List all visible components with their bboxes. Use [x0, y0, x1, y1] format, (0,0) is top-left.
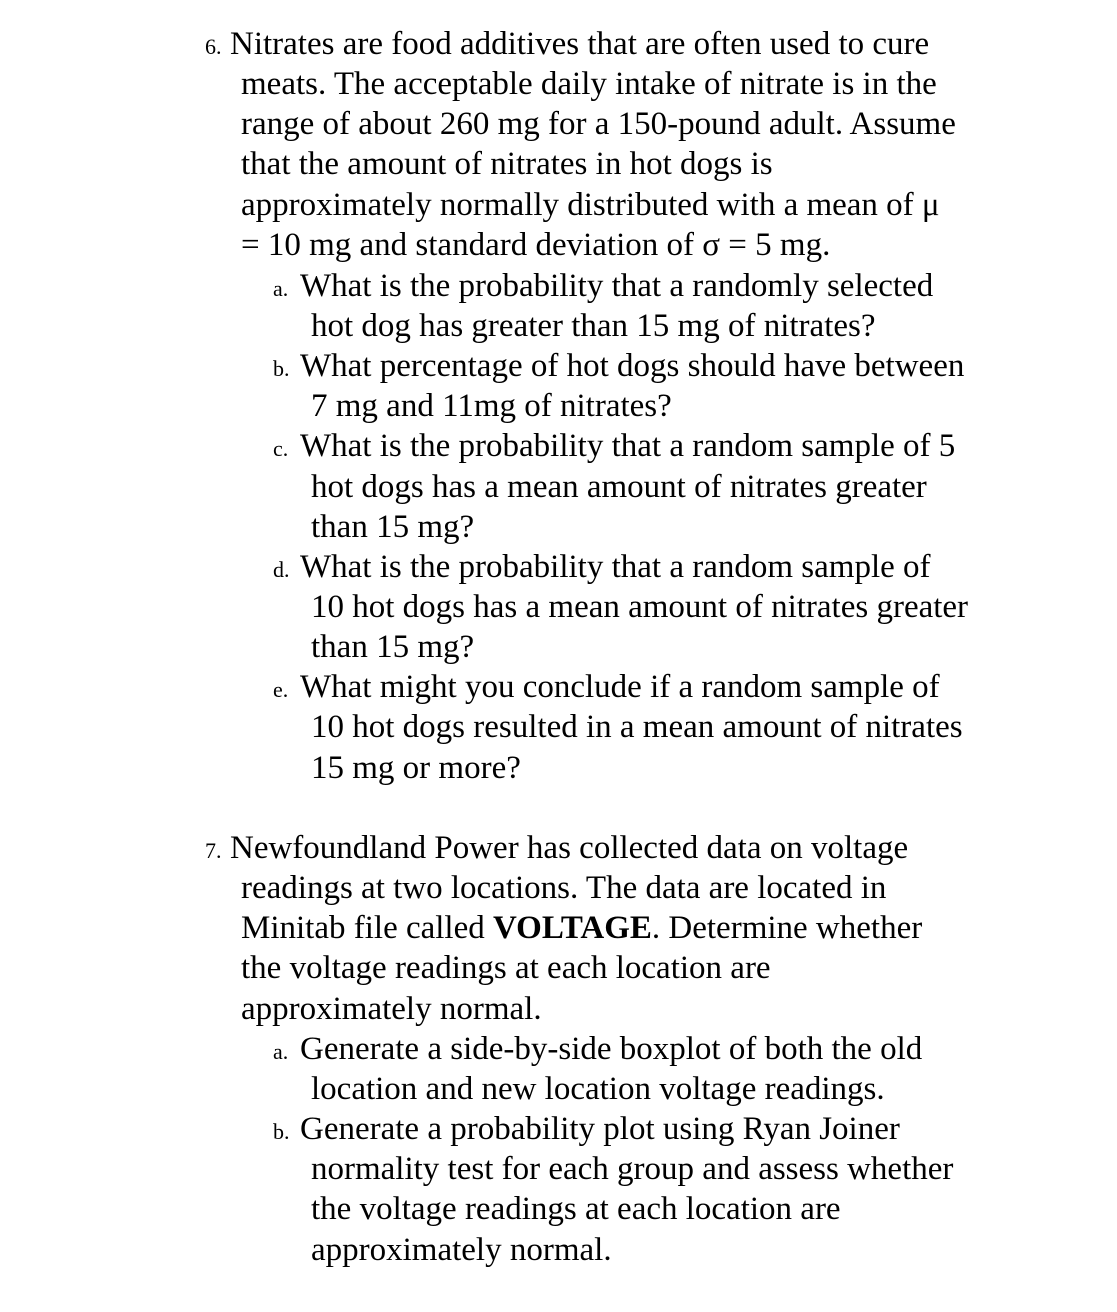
question-text-line-with-filename	[241, 908, 922, 948]
text-fragment: Minitab file called	[241, 910, 485, 946]
subpart-text-line: What might you conclude if a random sample of	[300, 669, 940, 705]
subpart-text-line: approximately normal.	[311, 1232, 612, 1268]
subpart-text-line: What is the probability that a randomly selected	[300, 268, 934, 304]
subpart-text-line: Generate a probability plot using Ryan Joiner	[300, 1111, 900, 1147]
subpart-letter: a.	[273, 1039, 289, 1064]
question-number: 7.	[205, 838, 222, 863]
question-text-line: that the amount of nitrates in hot dogs is	[241, 146, 773, 182]
question-text-line: approximately normal.	[241, 991, 542, 1027]
question-text-line: = 10 mg and standard deviation of σ = 5 mg.	[241, 227, 831, 263]
subpart-text-line: hot dog has greater than 15 mg of nitrates?	[311, 308, 876, 344]
subpart-text-line: normality test for each group and assess whether	[311, 1151, 954, 1187]
subpart-letter: b.	[273, 1119, 290, 1144]
question-text-line: readings at two locations. The data are located in	[241, 870, 887, 906]
subpart-letter: d.	[273, 557, 290, 582]
minitab-filename: VOLTAGE	[493, 910, 652, 946]
subpart-text-line: What is the probability that a random sample of	[300, 549, 931, 585]
question-text-line: Nitrates are food additives that are often used to cure	[230, 26, 930, 62]
subpart-text-line: Generate a side-by-side boxplot of both the old	[300, 1031, 923, 1067]
subpart-text-line: 7 mg and 11mg of nitrates?	[311, 388, 672, 424]
subpart-text-line: What percentage of hot dogs should have between	[300, 348, 965, 384]
subpart-text-line: location and new location voltage readings.	[311, 1071, 885, 1107]
question-text-line: meats. The acceptable daily intake of nitrate is in the	[241, 66, 937, 102]
subpart-letter: c.	[273, 436, 289, 461]
subpart-text-line: than 15 mg?	[311, 629, 475, 665]
subpart-text-line: the voltage readings at each location are	[311, 1191, 841, 1227]
subpart-text-line: What is the probability that a random sample of 5	[300, 428, 956, 464]
question-text-line: approximately normally distributed with a mean of μ	[241, 187, 940, 223]
subpart-letter: a.	[273, 276, 289, 301]
text-fragment: . Determine whether	[651, 910, 923, 946]
question-text-line: the voltage readings at each location are	[241, 950, 771, 986]
subpart-letter: b.	[273, 356, 290, 381]
subpart-text-line: hot dogs has a mean amount of nitrates greater	[311, 469, 927, 505]
subpart-text-line: 15 mg or more?	[311, 750, 521, 786]
question-number: 6.	[205, 34, 222, 59]
question-text-line: Newfoundland Power has collected data on voltage	[230, 830, 909, 866]
subpart-text-line: 10 hot dogs has a mean amount of nitrates greater	[311, 589, 969, 625]
subpart-letter: e.	[273, 677, 289, 702]
subpart-text-line: 10 hot dogs resulted in a mean amount of nitrates	[311, 709, 963, 745]
question-text-line: range of about 260 mg for a 150-pound adult. Assume	[241, 106, 956, 142]
subpart-text-line: than 15 mg?	[311, 509, 475, 545]
